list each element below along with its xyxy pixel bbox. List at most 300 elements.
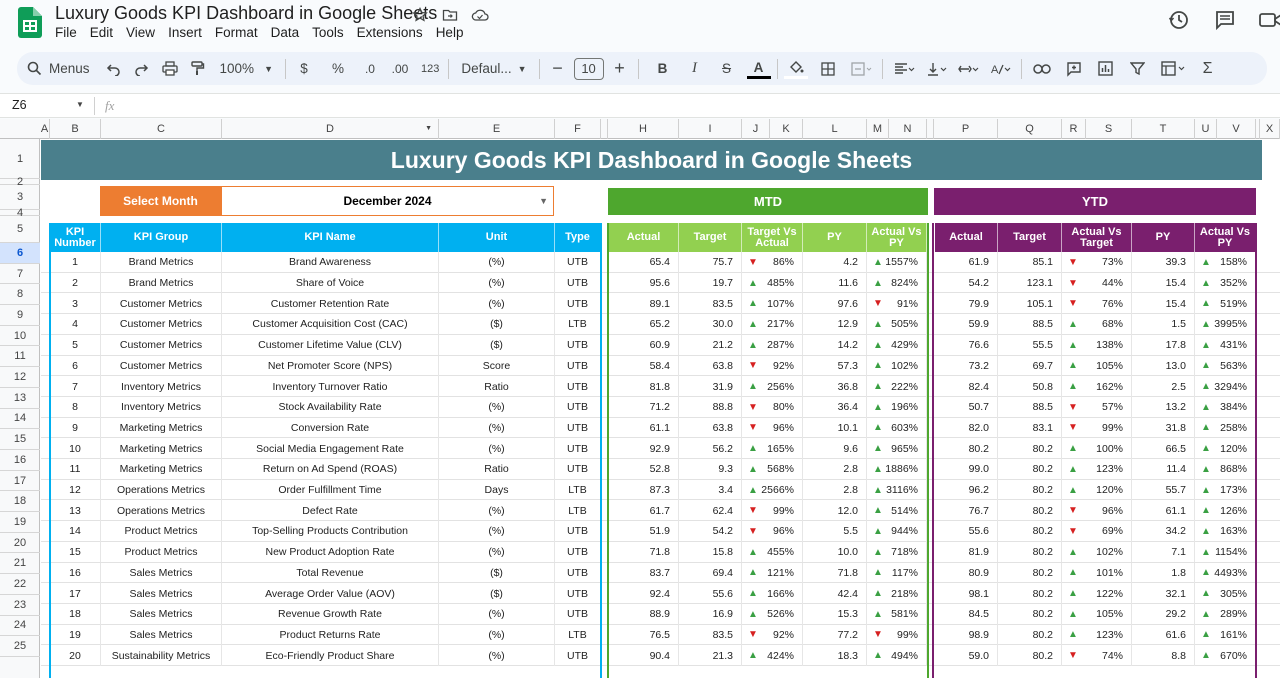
- cell-yat[interactable]: 44%: [1062, 273, 1132, 294]
- cell-name[interactable]: Total Revenue: [222, 563, 439, 584]
- column-header-m[interactable]: M: [867, 119, 889, 139]
- redo-icon[interactable]: [130, 56, 154, 82]
- cell-ya[interactable]: 55.6: [935, 521, 998, 542]
- cell-mpy[interactable]: 11.6: [803, 273, 867, 294]
- cell-yt[interactable]: 85.1: [998, 252, 1062, 273]
- cell-yat[interactable]: 123%: [1062, 625, 1132, 646]
- cell-yavp[interactable]: 4493%: [1195, 563, 1256, 584]
- video-call-icon[interactable]: [1258, 10, 1280, 35]
- cell-mpy[interactable]: 10.0: [803, 542, 867, 563]
- cell-mavp[interactable]: 505%: [867, 314, 927, 335]
- cell-ma[interactable]: 58.4: [609, 356, 679, 377]
- row-header[interactable]: 13: [0, 388, 40, 409]
- cell-mpy[interactable]: 10.1: [803, 418, 867, 439]
- cell-unit[interactable]: ($): [439, 335, 555, 356]
- cell-yavp[interactable]: 431%: [1195, 335, 1256, 356]
- cell-n[interactable]: 19: [50, 625, 101, 646]
- cell-yt[interactable]: 123.1: [998, 273, 1062, 294]
- cell-mtv[interactable]: 2566%: [742, 480, 803, 501]
- cell-mt[interactable]: 31.9: [679, 376, 742, 397]
- cell-mpy[interactable]: 36.8: [803, 376, 867, 397]
- google-sheets-logo-icon[interactable]: [18, 7, 42, 38]
- cell-ypy[interactable]: 29.2: [1132, 604, 1195, 625]
- cell-unit[interactable]: (%): [439, 521, 555, 542]
- cell-yt[interactable]: 80.2: [998, 438, 1062, 459]
- cell-name[interactable]: Return on Ad Spend (ROAS): [222, 459, 439, 480]
- cell-mt[interactable]: 62.4: [679, 500, 742, 521]
- version-history-icon[interactable]: [1168, 9, 1190, 36]
- cell-group[interactable]: Inventory Metrics: [101, 397, 222, 418]
- cell-ypy[interactable]: 11.4: [1132, 459, 1195, 480]
- row-header[interactable]: 9: [0, 305, 40, 326]
- cell-n[interactable]: 20: [50, 645, 101, 666]
- row-header[interactable]: 4: [0, 210, 40, 216]
- cell-yat[interactable]: 57%: [1062, 397, 1132, 418]
- cell-n[interactable]: 12: [50, 480, 101, 501]
- cell-type[interactable]: UTB: [555, 459, 601, 480]
- cell-unit[interactable]: (%): [439, 625, 555, 646]
- cell-name[interactable]: Social Media Engagement Rate: [222, 438, 439, 459]
- row-header[interactable]: 2: [0, 179, 40, 185]
- cell-yat[interactable]: 68%: [1062, 314, 1132, 335]
- strikethrough-icon[interactable]: S: [722, 61, 732, 76]
- increase-decimal-button[interactable]: .00: [391, 61, 409, 76]
- cell-name[interactable]: Revenue Growth Rate: [222, 604, 439, 625]
- cell-name[interactable]: Defect Rate: [222, 500, 439, 521]
- cell-group[interactable]: Sustainability Metrics: [101, 645, 222, 666]
- column-header-b[interactable]: B: [50, 119, 101, 139]
- cell-type[interactable]: UTB: [555, 293, 601, 314]
- paint-format-icon[interactable]: [186, 56, 210, 82]
- cell-unit[interactable]: Ratio: [439, 459, 555, 480]
- cell-mpy[interactable]: 2.8: [803, 459, 867, 480]
- row-header[interactable]: 14: [0, 409, 40, 430]
- cell-group[interactable]: Brand Metrics: [101, 252, 222, 273]
- cell-n[interactable]: 15: [50, 542, 101, 563]
- cell-group[interactable]: Marketing Metrics: [101, 438, 222, 459]
- comments-icon[interactable]: [1214, 9, 1236, 36]
- cell-yavp[interactable]: 670%: [1195, 645, 1256, 666]
- cell-mtv[interactable]: 217%: [742, 314, 803, 335]
- cell-ya[interactable]: 96.2: [935, 480, 998, 501]
- cell-ypy[interactable]: 1.8: [1132, 563, 1195, 584]
- row-header[interactable]: 16: [0, 450, 40, 471]
- cell-name[interactable]: Eco-Friendly Product Share: [222, 645, 439, 666]
- merge-cells-icon[interactable]: [848, 56, 876, 82]
- cell-unit[interactable]: (%): [439, 418, 555, 439]
- cell-mt[interactable]: 56.2: [679, 438, 742, 459]
- cell-group[interactable]: Marketing Metrics: [101, 418, 222, 439]
- cell-name[interactable]: Customer Retention Rate: [222, 293, 439, 314]
- row-header[interactable]: 18: [0, 491, 40, 512]
- cell-mpy[interactable]: 12.9: [803, 314, 867, 335]
- zoom-select[interactable]: [214, 56, 279, 82]
- cell-yt[interactable]: 80.2: [998, 542, 1062, 563]
- cell-mtv[interactable]: 165%: [742, 438, 803, 459]
- chevron-down-icon[interactable]: ▼: [76, 100, 84, 109]
- cell-n[interactable]: 16: [50, 563, 101, 584]
- column-header-r[interactable]: R: [1062, 119, 1086, 139]
- column-dropdown-icon[interactable]: ▼: [425, 125, 432, 132]
- cell-mavp[interactable]: 581%: [867, 604, 927, 625]
- insert-link-icon[interactable]: [1030, 56, 1054, 82]
- column-header-l[interactable]: L: [803, 119, 867, 139]
- cell-yt[interactable]: 88.5: [998, 397, 1062, 418]
- cell-mtv[interactable]: 96%: [742, 521, 803, 542]
- column-header-hidden[interactable]: [601, 119, 608, 139]
- font-family-select[interactable]: [455, 56, 532, 82]
- row-header[interactable]: 15: [0, 429, 40, 450]
- row-header[interactable]: 24: [0, 616, 40, 637]
- cell-yt[interactable]: 80.2: [998, 645, 1062, 666]
- cell-yt[interactable]: 80.2: [998, 521, 1062, 542]
- cell-yavp[interactable]: 352%: [1195, 273, 1256, 294]
- cell-type[interactable]: UTB: [555, 542, 601, 563]
- name-box[interactable]: Z6: [12, 98, 27, 112]
- filter-icon[interactable]: [1126, 56, 1150, 82]
- cell-mavp[interactable]: 1557%: [867, 252, 927, 273]
- cell-mtv[interactable]: 424%: [742, 645, 803, 666]
- cell-mavp[interactable]: 196%: [867, 397, 927, 418]
- font-size-decrease-icon[interactable]: −: [552, 58, 563, 78]
- cell-yavp[interactable]: 868%: [1195, 459, 1256, 480]
- cell-group[interactable]: Sales Metrics: [101, 625, 222, 646]
- cell-ma[interactable]: 52.8: [609, 459, 679, 480]
- cell-group[interactable]: Customer Metrics: [101, 335, 222, 356]
- cell-yt[interactable]: 80.2: [998, 480, 1062, 501]
- vertical-align-icon[interactable]: [923, 56, 951, 82]
- cell-mpy[interactable]: 77.2: [803, 625, 867, 646]
- column-header-k[interactable]: K: [770, 119, 803, 139]
- cell-ya[interactable]: 59.0: [935, 645, 998, 666]
- row-header[interactable]: 3: [0, 185, 40, 210]
- cell-mavp[interactable]: 117%: [867, 563, 927, 584]
- cell-n[interactable]: 9: [50, 418, 101, 439]
- cell-n[interactable]: 18: [50, 604, 101, 625]
- cell-group[interactable]: Marketing Metrics: [101, 459, 222, 480]
- cell-ypy[interactable]: 13.0: [1132, 356, 1195, 377]
- cell-unit[interactable]: (%): [439, 438, 555, 459]
- cell-yt[interactable]: 69.7: [998, 356, 1062, 377]
- cell-type[interactable]: UTB: [555, 438, 601, 459]
- cell-mt[interactable]: 19.7: [679, 273, 742, 294]
- cell-group[interactable]: Inventory Metrics: [101, 376, 222, 397]
- cell-group[interactable]: Sales Metrics: [101, 583, 222, 604]
- cell-mtv[interactable]: 92%: [742, 356, 803, 377]
- cell-yavp[interactable]: 3995%: [1195, 314, 1256, 335]
- cell-mtv[interactable]: 80%: [742, 397, 803, 418]
- print-icon[interactable]: [158, 56, 182, 82]
- cell-n[interactable]: 10: [50, 438, 101, 459]
- cell-unit[interactable]: Days: [439, 480, 555, 501]
- bold-icon[interactable]: B: [657, 61, 668, 76]
- font-size-input[interactable]: 10: [574, 58, 604, 80]
- row-header[interactable]: 5: [0, 216, 40, 243]
- cell-group[interactable]: Customer Metrics: [101, 356, 222, 377]
- cell-type[interactable]: UTB: [555, 397, 601, 418]
- cell-ya[interactable]: 61.9: [935, 252, 998, 273]
- cell-yat[interactable]: 76%: [1062, 293, 1132, 314]
- cell-mt[interactable]: 16.9: [679, 604, 742, 625]
- cell-mpy[interactable]: 42.4: [803, 583, 867, 604]
- cell-mpy[interactable]: 12.0: [803, 500, 867, 521]
- row-header[interactable]: 19: [0, 512, 40, 533]
- cell-type[interactable]: UTB: [555, 645, 601, 666]
- cell-type[interactable]: UTB: [555, 252, 601, 273]
- cell-name[interactable]: Average Order Value (AOV): [222, 583, 439, 604]
- cell-ypy[interactable]: 1.5: [1132, 314, 1195, 335]
- column-header-j[interactable]: J: [742, 119, 770, 139]
- cell-type[interactable]: UTB: [555, 418, 601, 439]
- cell-ypy[interactable]: 39.3: [1132, 252, 1195, 273]
- cell-ya[interactable]: 79.9: [935, 293, 998, 314]
- cell-mtv[interactable]: 256%: [742, 376, 803, 397]
- cell-name[interactable]: Brand Awareness: [222, 252, 439, 273]
- cell-yat[interactable]: 162%: [1062, 376, 1132, 397]
- font-size-increase-icon[interactable]: +: [614, 58, 625, 78]
- column-header-e[interactable]: E: [439, 119, 555, 139]
- cell-mtv[interactable]: 287%: [742, 335, 803, 356]
- cell-n[interactable]: 4: [50, 314, 101, 335]
- cell-mt[interactable]: 75.7: [679, 252, 742, 273]
- cell-unit[interactable]: (%): [439, 397, 555, 418]
- cell-mavp[interactable]: 3116%: [867, 480, 927, 501]
- cell-ya[interactable]: 76.6: [935, 335, 998, 356]
- percent-format-button[interactable]: %: [331, 61, 344, 76]
- cell-group[interactable]: Customer Metrics: [101, 314, 222, 335]
- cell-name[interactable]: Product Returns Rate: [222, 625, 439, 646]
- cell-yt[interactable]: 83.1: [998, 418, 1062, 439]
- spreadsheet-grid[interactable]: [0, 119, 1280, 678]
- currency-format-button[interactable]: $: [300, 61, 308, 76]
- cell-type[interactable]: LTB: [555, 500, 601, 521]
- cell-type[interactable]: UTB: [555, 583, 601, 604]
- cell-yt[interactable]: 80.2: [998, 563, 1062, 584]
- cell-yt[interactable]: 80.2: [998, 583, 1062, 604]
- cell-ma[interactable]: 65.2: [609, 314, 679, 335]
- row-header[interactable]: 6: [0, 243, 40, 264]
- cell-yavp[interactable]: 519%: [1195, 293, 1256, 314]
- cell-type[interactable]: UTB: [555, 521, 601, 542]
- cell-name[interactable]: Net Promoter Score (NPS): [222, 356, 439, 377]
- cell-yat[interactable]: 96%: [1062, 500, 1132, 521]
- cell-yt[interactable]: 88.5: [998, 314, 1062, 335]
- cell-mpy[interactable]: 71.8: [803, 563, 867, 584]
- cell-ma[interactable]: 61.7: [609, 500, 679, 521]
- cell-unit[interactable]: Ratio: [439, 376, 555, 397]
- italic-icon[interactable]: I: [692, 60, 698, 76]
- cell-unit[interactable]: (%): [439, 273, 555, 294]
- row-header[interactable]: 12: [0, 367, 40, 388]
- cell-ma[interactable]: 95.6: [609, 273, 679, 294]
- cell-group[interactable]: Sales Metrics: [101, 563, 222, 584]
- cell-mpy[interactable]: 18.3: [803, 645, 867, 666]
- cell-type[interactable]: UTB: [555, 563, 601, 584]
- cell-ma[interactable]: 87.3: [609, 480, 679, 501]
- cell-n[interactable]: 11: [50, 459, 101, 480]
- cell-name[interactable]: Inventory Turnover Ratio: [222, 376, 439, 397]
- row-header[interactable]: 23: [0, 595, 40, 616]
- cell-ypy[interactable]: 34.2: [1132, 521, 1195, 542]
- cell-ya[interactable]: 73.2: [935, 356, 998, 377]
- cell-n[interactable]: 6: [50, 356, 101, 377]
- cell-mt[interactable]: 83.5: [679, 625, 742, 646]
- menu-data[interactable]: Data: [270, 25, 300, 40]
- cell-ma[interactable]: 71.2: [609, 397, 679, 418]
- cell-name[interactable]: Conversion Rate: [222, 418, 439, 439]
- cell-mtv[interactable]: 107%: [742, 293, 803, 314]
- cell-n[interactable]: 1: [50, 252, 101, 273]
- cell-type[interactable]: LTB: [555, 625, 601, 646]
- cell-ma[interactable]: 89.1: [609, 293, 679, 314]
- cell-ya[interactable]: 50.7: [935, 397, 998, 418]
- cell-ypy[interactable]: 17.8: [1132, 335, 1195, 356]
- cell-group[interactable]: Sales Metrics: [101, 604, 222, 625]
- text-rotation-icon[interactable]: [987, 56, 1015, 82]
- cell-n[interactable]: 5: [50, 335, 101, 356]
- cell-mpy[interactable]: 2.8: [803, 480, 867, 501]
- cell-group[interactable]: Customer Metrics: [101, 293, 222, 314]
- cell-yat[interactable]: 74%: [1062, 645, 1132, 666]
- cell-name[interactable]: Customer Lifetime Value (CLV): [222, 335, 439, 356]
- cell-ma[interactable]: 88.9: [609, 604, 679, 625]
- row-header[interactable]: 10: [0, 326, 40, 347]
- cell-unit[interactable]: (%): [439, 604, 555, 625]
- cell-mtv[interactable]: 485%: [742, 273, 803, 294]
- column-header-t[interactable]: T: [1132, 119, 1195, 139]
- cell-yt[interactable]: 80.2: [998, 625, 1062, 646]
- cell-mtv[interactable]: 568%: [742, 459, 803, 480]
- cell-mavp[interactable]: 99%: [867, 625, 927, 646]
- cell-n[interactable]: 7: [50, 376, 101, 397]
- cell-mavp[interactable]: 91%: [867, 293, 927, 314]
- cell-mt[interactable]: 88.8: [679, 397, 742, 418]
- cell-mtv[interactable]: 99%: [742, 500, 803, 521]
- column-header-hidden[interactable]: [927, 119, 934, 139]
- row-header[interactable]: 17: [0, 471, 40, 492]
- text-color-icon[interactable]: A: [747, 59, 771, 79]
- cell-n[interactable]: 8: [50, 397, 101, 418]
- column-header-d[interactable]: D ▼: [222, 119, 439, 139]
- cell-ya[interactable]: 80.9: [935, 563, 998, 584]
- cell-group[interactable]: Operations Metrics: [101, 480, 222, 501]
- cell-ypy[interactable]: 66.5: [1132, 438, 1195, 459]
- cell-ypy[interactable]: 2.5: [1132, 376, 1195, 397]
- cell-mpy[interactable]: 57.3: [803, 356, 867, 377]
- row-header[interactable]: 8: [0, 284, 40, 305]
- cell-yt[interactable]: 105.1: [998, 293, 1062, 314]
- undo-icon[interactable]: [102, 56, 126, 82]
- cell-type[interactable]: UTB: [555, 604, 601, 625]
- cell-mavp[interactable]: 965%: [867, 438, 927, 459]
- row-header[interactable]: 20: [0, 533, 40, 554]
- cell-n[interactable]: 14: [50, 521, 101, 542]
- column-header-v[interactable]: V: [1217, 119, 1256, 139]
- cell-ma[interactable]: 51.9: [609, 521, 679, 542]
- cell-ma[interactable]: 71.8: [609, 542, 679, 563]
- cell-name[interactable]: Share of Voice: [222, 273, 439, 294]
- cell-ypy[interactable]: 7.1: [1132, 542, 1195, 563]
- cell-yavp[interactable]: 1154%: [1195, 542, 1256, 563]
- cell-ma[interactable]: 83.7: [609, 563, 679, 584]
- column-header-p[interactable]: P: [934, 119, 998, 139]
- cell-ma[interactable]: 65.4: [609, 252, 679, 273]
- cell-mavp[interactable]: 429%: [867, 335, 927, 356]
- filter-views-icon[interactable]: [1158, 56, 1190, 82]
- decrease-decimal-button[interactable]: .0: [364, 61, 375, 76]
- cell-yat[interactable]: 102%: [1062, 542, 1132, 563]
- cell-ypy[interactable]: 61.6: [1132, 625, 1195, 646]
- cell-mt[interactable]: 30.0: [679, 314, 742, 335]
- cell-mtv[interactable]: 166%: [742, 583, 803, 604]
- cell-mtv[interactable]: 86%: [742, 252, 803, 273]
- cell-yat[interactable]: 105%: [1062, 604, 1132, 625]
- menu-file[interactable]: File: [55, 25, 77, 40]
- cell-mt[interactable]: 9.3: [679, 459, 742, 480]
- cell-mpy[interactable]: 4.2: [803, 252, 867, 273]
- cell-yavp[interactable]: 163%: [1195, 521, 1256, 542]
- cell-name[interactable]: Customer Acquisition Cost (CAC): [222, 314, 439, 335]
- column-header-i[interactable]: I: [679, 119, 742, 139]
- cell-ya[interactable]: 54.2: [935, 273, 998, 294]
- cell-unit[interactable]: ($): [439, 583, 555, 604]
- cell-ypy[interactable]: 32.1: [1132, 583, 1195, 604]
- cell-ya[interactable]: 84.5: [935, 604, 998, 625]
- cell-yat[interactable]: 120%: [1062, 480, 1132, 501]
- cell-n[interactable]: 2: [50, 273, 101, 294]
- document-title[interactable]: Luxury Goods KPI Dashboard in Google Sheets: [55, 3, 438, 23]
- column-header-c[interactable]: C: [101, 119, 222, 139]
- column-header-q[interactable]: Q: [998, 119, 1062, 139]
- cell-mt[interactable]: 54.2: [679, 521, 742, 542]
- text-wrap-icon[interactable]: [955, 56, 983, 82]
- cell-type[interactable]: UTB: [555, 376, 601, 397]
- row-header[interactable]: 22: [0, 574, 40, 595]
- cell-unit[interactable]: (%): [439, 645, 555, 666]
- column-header-a[interactable]: A: [40, 119, 50, 139]
- cell-ma[interactable]: 61.1: [609, 418, 679, 439]
- cell-yt[interactable]: 80.2: [998, 500, 1062, 521]
- cell-ya[interactable]: 82.4: [935, 376, 998, 397]
- cell-yat[interactable]: 99%: [1062, 418, 1132, 439]
- cell-mpy[interactable]: 36.4: [803, 397, 867, 418]
- cell-mt[interactable]: 21.3: [679, 645, 742, 666]
- row-header[interactable]: 11: [0, 347, 40, 368]
- cell-yat[interactable]: 123%: [1062, 459, 1132, 480]
- cell-unit[interactable]: ($): [439, 314, 555, 335]
- menu-extensions[interactable]: Extensions: [356, 25, 423, 40]
- cell-mtv[interactable]: 455%: [742, 542, 803, 563]
- cell-yt[interactable]: 80.2: [998, 459, 1062, 480]
- cell-ma[interactable]: 60.9: [609, 335, 679, 356]
- cell-yavp[interactable]: 3294%: [1195, 376, 1256, 397]
- cell-mavp[interactable]: 718%: [867, 542, 927, 563]
- cell-mtv[interactable]: 92%: [742, 625, 803, 646]
- menu-edit[interactable]: Edit: [89, 25, 114, 40]
- cell-yavp[interactable]: 161%: [1195, 625, 1256, 646]
- cell-mpy[interactable]: 5.5: [803, 521, 867, 542]
- row-header[interactable]: 25: [0, 636, 40, 657]
- cell-yavp[interactable]: 173%: [1195, 480, 1256, 501]
- column-header-s[interactable]: S: [1086, 119, 1132, 139]
- cell-yt[interactable]: 80.2: [998, 604, 1062, 625]
- cell-type[interactable]: UTB: [555, 335, 601, 356]
- cell-mt[interactable]: 15.8: [679, 542, 742, 563]
- cell-yat[interactable]: 122%: [1062, 583, 1132, 604]
- cell-mt[interactable]: 63.8: [679, 356, 742, 377]
- cell-n[interactable]: 17: [50, 583, 101, 604]
- cell-yat[interactable]: 73%: [1062, 252, 1132, 273]
